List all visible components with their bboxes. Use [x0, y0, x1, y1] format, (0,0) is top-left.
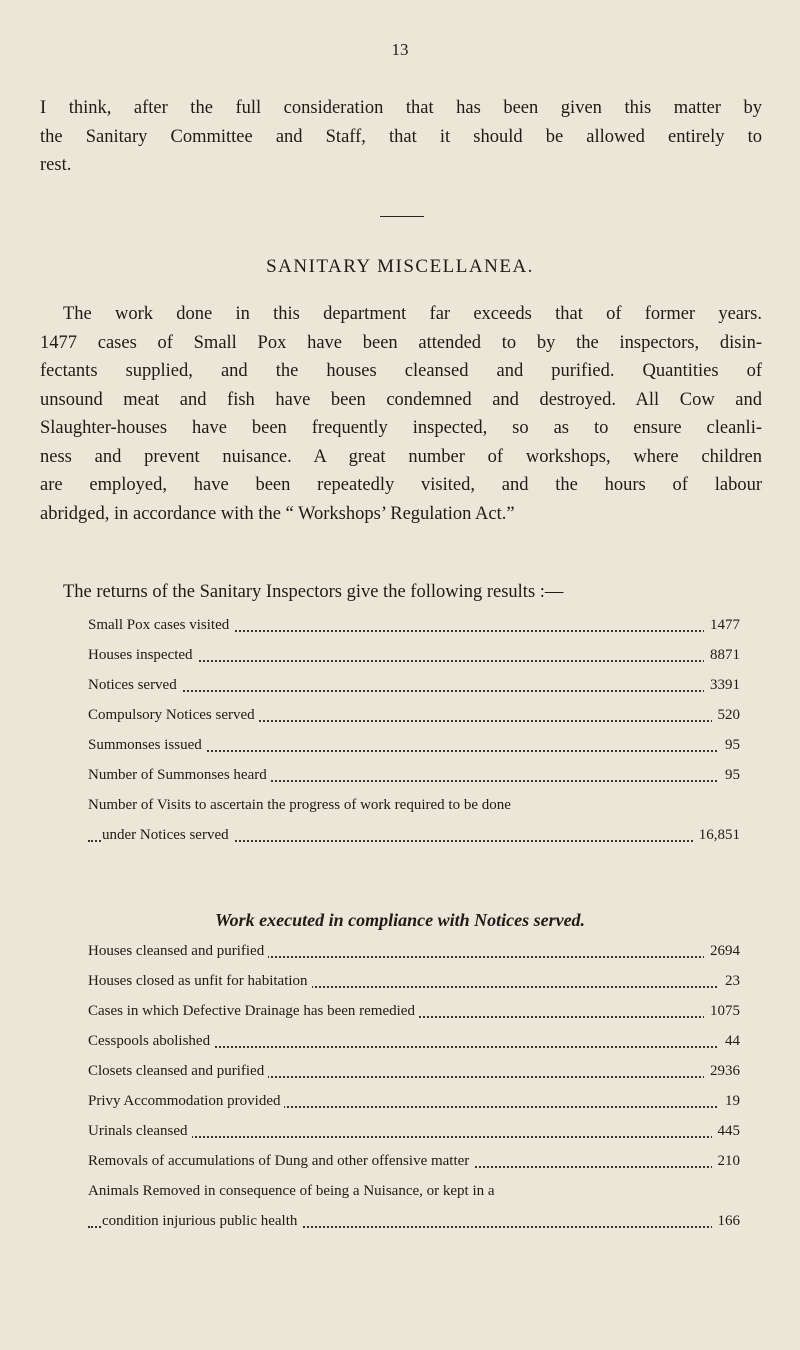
item-value: 520	[712, 700, 741, 730]
returns-intro: The returns of the Sanitary Inspectors give the following results :—	[63, 582, 564, 602]
item-value: 95	[719, 760, 740, 790]
item-label: Number of Visits to ascertain the progress of work required to be done	[88, 790, 515, 820]
work-heading: Work executed in compliance with Notices served.	[214, 910, 586, 930]
item-label: Cesspools abolished	[88, 1026, 214, 1056]
text-line: the Sanitary Committee and Staff, that it should be allowed entirely to	[40, 126, 762, 147]
text-line: are employed, have been repeatedly visited, and the hours of labour	[40, 475, 762, 495]
item-value: 1477	[704, 610, 740, 640]
list-item	[88, 996, 740, 1026]
item-label: Number of Summonses heard	[88, 760, 271, 790]
item-value: 8871	[704, 640, 740, 670]
section-heading: SANITARY MISCELLANEA.	[266, 256, 534, 277]
item-label: Urinals cleansed	[88, 1116, 192, 1146]
list-item	[88, 1086, 740, 1116]
item-label: Privy Accommodation provided	[88, 1086, 284, 1116]
list-item	[88, 1146, 740, 1176]
item-value: 19	[719, 1086, 740, 1116]
item-label: Houses cleansed and purified	[88, 936, 268, 966]
list-item	[88, 670, 740, 700]
text-line: The work done in this department far exceeds that of former years.	[63, 304, 762, 324]
text-line: abridged, in accordance with the “ Workshops’ Regulation Act.”	[40, 503, 515, 524]
list-item	[88, 1116, 740, 1146]
list-item	[88, 700, 740, 730]
item-label: Closets cleansed and purified	[88, 1056, 268, 1086]
dot-leader	[88, 690, 740, 692]
text-line: fectants supplied, and the houses cleansed and purified. Quantities of	[40, 361, 762, 381]
item-value: 166	[712, 1206, 741, 1236]
item-label: Summonses issued	[88, 730, 206, 760]
list-item	[88, 790, 740, 820]
list-item	[88, 1056, 740, 1086]
item-value: 16,851	[693, 820, 740, 850]
text-line: Slaughter-houses have been frequently inspected, so as to ensure cleanli-	[40, 418, 762, 438]
list-item-continuation	[88, 820, 740, 850]
list-item	[88, 936, 740, 966]
page-number: 13	[391, 40, 409, 59]
section-divider	[380, 216, 424, 217]
item-value: 2936	[704, 1056, 740, 1086]
list-item	[88, 1026, 740, 1056]
item-label: Compulsory Notices served	[88, 700, 259, 730]
list-item	[88, 610, 740, 640]
text-line: unsound meat and fish have been condemned and destroyed. All Cow and	[40, 389, 762, 410]
text-line: ness and prevent nuisance. A great number of workshops, where children	[40, 446, 762, 467]
item-value: 445	[712, 1116, 741, 1146]
text-line: I think, after the full consideration that has been given this matter by	[40, 98, 762, 118]
item-label: Notices served	[88, 670, 181, 700]
item-value: 1075	[704, 996, 740, 1026]
list-item	[88, 730, 740, 760]
item-label: Small Pox cases visited	[88, 610, 233, 640]
item-label: Animals Removed in consequence of being a Nuisance, or kept in a	[88, 1176, 499, 1206]
list-item	[88, 1176, 740, 1206]
item-value: 44	[719, 1026, 740, 1056]
list-item	[88, 640, 740, 670]
opening-paragraph	[40, 94, 762, 180]
item-label: Removals of accumulations of Dung and other offensive matter	[88, 1146, 473, 1176]
item-label: Cases in which Defective Drainage has been remedied	[88, 996, 419, 1026]
item-label: under Notices served	[102, 820, 233, 850]
text-line: rest.	[40, 155, 72, 175]
item-value: 2694	[704, 936, 740, 966]
list-item	[88, 966, 740, 996]
item-value: 95	[719, 730, 740, 760]
item-value: 3391	[704, 670, 740, 700]
inspector-returns-list	[88, 610, 740, 850]
list-item	[88, 760, 740, 790]
text-line: 1477 cases of Small Pox have been attended to by the inspectors, disin-	[40, 332, 762, 353]
work-executed-list	[88, 936, 740, 1236]
item-value: 210	[712, 1146, 741, 1176]
item-label: condition injurious public health	[102, 1206, 301, 1236]
body-paragraph	[40, 300, 762, 528]
item-label: Houses inspected	[88, 640, 197, 670]
list-item-continuation	[88, 1206, 740, 1236]
item-value: 23	[719, 966, 740, 996]
item-label: Houses closed as unfit for habitation	[88, 966, 312, 996]
